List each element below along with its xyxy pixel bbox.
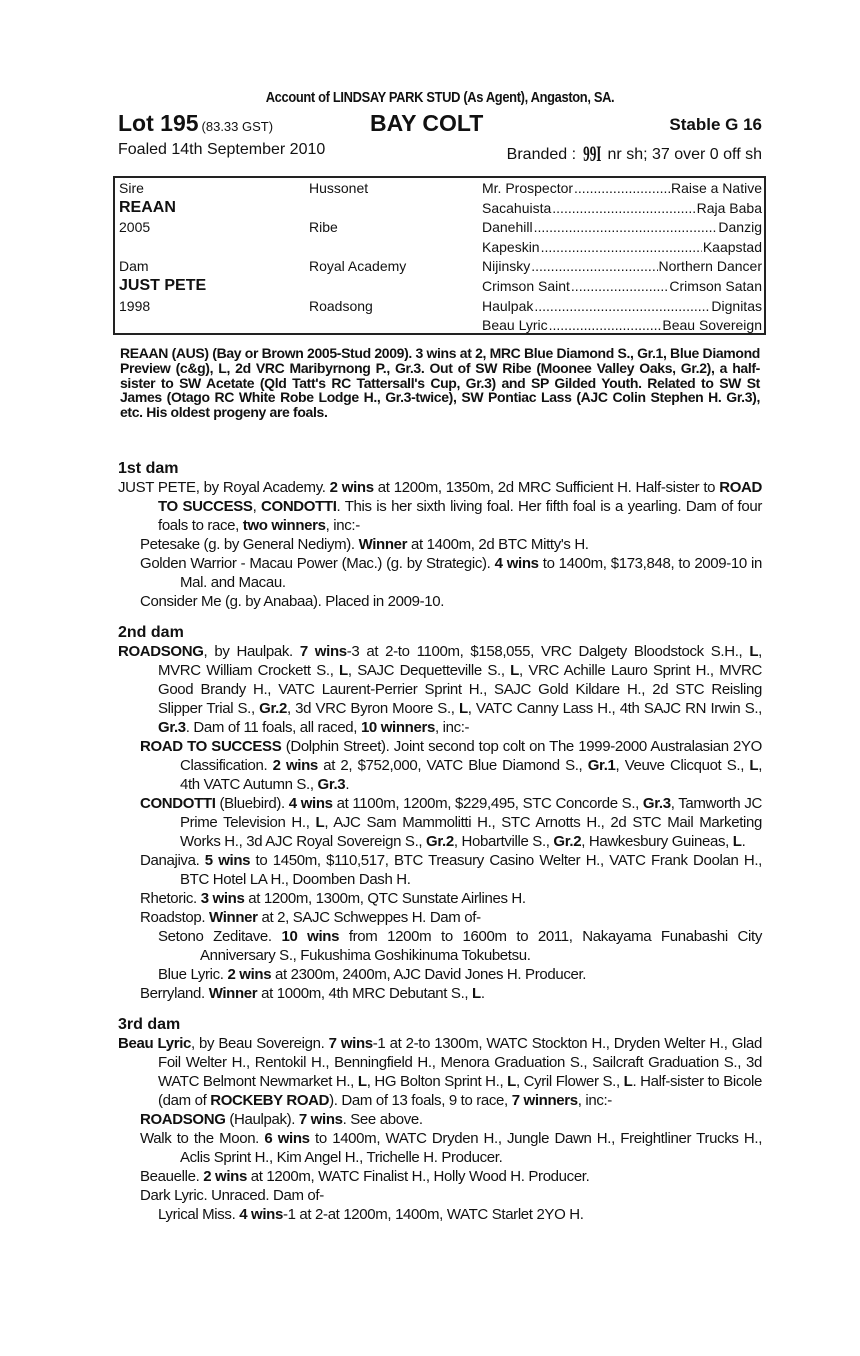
pedigree-grandparents <box>482 217 762 237</box>
pedigree-row <box>115 198 764 218</box>
pedigree-sire-line: Crimson Saint <box>482 278 570 294</box>
bold-text: ROAD TO SUCCESS <box>140 738 282 755</box>
pedigree-entry <box>118 478 762 535</box>
text: Walk to the Moon. <box>140 1130 265 1147</box>
bold-text: 7 wins <box>298 1111 343 1128</box>
bold-text: 10 winners <box>360 719 435 736</box>
brand-details: nr sh; 37 over 0 off sh <box>607 146 762 163</box>
text: . Dam of 11 foals, all raced, <box>185 719 361 736</box>
bold-text: ROCKEBY ROAD <box>210 1092 330 1109</box>
text: Setono Zeditave. <box>158 928 282 945</box>
bold-text: ROADSONG <box>140 1111 226 1128</box>
pedigree-entry <box>140 592 762 611</box>
bold-text: two winners <box>242 517 326 534</box>
text: , Hawkesbury Guineas, <box>581 833 733 850</box>
pedigree-entry <box>140 908 762 927</box>
pedigree-dam-line: Crimson Satan <box>669 278 762 294</box>
text: -1 at 2-at 1200m, 1400m, WATC Starlet 2YO H. <box>282 1206 584 1223</box>
text: to 1400m, $173,848, to 2009-10 in Mal. and Macau. <box>180 555 762 591</box>
bold-text: L <box>339 662 348 679</box>
bold-text: L <box>357 1073 367 1090</box>
text: at 1000m, 4th MRC Debutant S., <box>257 985 473 1002</box>
text: , inc:- <box>325 517 360 534</box>
bold-text: 2 wins <box>227 966 272 983</box>
bold-text: 5 wins <box>204 852 251 869</box>
dot-leader <box>552 198 695 218</box>
bold-text: Gr.2 <box>553 833 582 850</box>
text: , SAJC Dequetteville S., <box>347 662 511 679</box>
pedigree-col1: Sire <box>119 180 144 196</box>
pedigree-dam-line: Raja Baba <box>696 199 762 216</box>
pedigree-dam-line: Raise a Native <box>670 180 762 196</box>
pedigree-sire-line: Danehill <box>482 219 533 236</box>
text: . See above. <box>342 1111 423 1128</box>
foaled-date: Foaled 14th September 2010 <box>118 141 326 158</box>
dot-leader <box>534 217 718 237</box>
text: Petesake (g. by General Nediym). <box>140 536 359 553</box>
bold-text: 7 wins <box>299 643 347 660</box>
dot-leader <box>574 178 670 198</box>
pedigree-row <box>115 315 764 335</box>
text: at 2, $752,000, VATC Blue Diamond S., <box>317 757 588 774</box>
bold-text: 10 wins <box>281 928 340 945</box>
text: , VRC Achille Lauro Sprint H., MVRC Good Brandy H., VATC Laurent-Perrier Sprint H., SAJC Gold Kildare H., 2d STC Reisling Slipper Trial S., <box>158 662 762 717</box>
text: . This is her sixth living foal. Her fifth foal is a yearling. Dam of four foals to race, <box>158 498 762 534</box>
lot-label: Lot 195 <box>118 110 199 136</box>
text: , Hobartville S., <box>453 833 554 850</box>
pedigree-row <box>115 256 764 276</box>
pedigree-entry <box>140 1110 762 1129</box>
bold-text: 6 wins <box>264 1130 310 1147</box>
pedigree-col2: Royal Academy <box>309 258 407 275</box>
vendor-account: Account of LINDSAY PARK STUD (As Agent), Angaston, SA. <box>265 89 615 106</box>
text: Rhetoric. <box>140 890 201 907</box>
pedigree-entry <box>140 737 763 794</box>
stable-location: Stable G 16 <box>669 115 762 134</box>
text: , inc:- <box>577 1092 612 1109</box>
bold-text: ROAD TO SUCCESS <box>158 479 762 515</box>
pedigree-grandparents <box>482 237 762 257</box>
pedigree-dam-line: Danzig <box>718 219 762 236</box>
pedigree-grandparents <box>482 198 762 218</box>
text: Berryland. <box>140 985 209 1002</box>
bold-text: Gr.2 <box>259 700 287 717</box>
text: at 1200m, 1350m, 2d MRC Sufficient H. Half-sister to <box>373 479 720 496</box>
dot-leader <box>534 296 710 316</box>
dot-leader <box>531 256 657 276</box>
pedigree-col2: Hussonet <box>309 180 369 196</box>
pedigree-entry <box>140 1129 763 1167</box>
lot-number <box>118 110 273 137</box>
text: (Haulpak). <box>225 1111 299 1128</box>
bold-text: 2 wins <box>203 1168 247 1185</box>
dot-leader <box>541 237 702 257</box>
pedigree-entry <box>140 851 762 889</box>
bold-text: Gr.2 <box>426 833 454 850</box>
bold-text: L <box>458 700 468 717</box>
bold-text: L <box>749 757 759 774</box>
pedigree-col1: Dam <box>119 258 149 275</box>
pedigree-entry <box>158 1205 762 1224</box>
dam-section <box>118 1016 762 1224</box>
bold-text: ROADSONG <box>118 643 204 660</box>
bold-text: Beau Lyric <box>118 1035 192 1052</box>
pedigree-row <box>115 296 764 316</box>
text: to 1450m, $110,517, BTC Treasury Casino Welter H., VATC Frank Doolan H., BTC Hotel LA H., Doomben Dash H. <box>180 852 762 888</box>
lot-line <box>118 110 762 136</box>
text: , by Beau Sovereign. <box>191 1035 329 1052</box>
bold-text: 2 wins <box>272 757 318 774</box>
text: from 1200m to 1600m to 2011, Nakayama Funabashi City Anniversary S., Fukushima Goshikinuma Tokubetsu. <box>200 928 762 964</box>
pedigree-sire-line: Kapeskin <box>482 238 540 255</box>
pedigree-col1: REAAN <box>119 198 176 216</box>
text: . <box>345 776 350 793</box>
text: at 1200m, 1300m, QTC Sunstate Airlines H. <box>244 890 526 907</box>
text: JUST PETE, by Royal Academy. <box>118 479 330 496</box>
pedigree-dam-line: Kaapstad <box>702 238 762 255</box>
bold-text: Winner <box>209 909 258 926</box>
bold-text: CONDOTTI <box>140 795 216 812</box>
bold-text: 4 wins <box>239 1206 283 1223</box>
pedigree-entry <box>140 535 762 554</box>
text: , <box>252 498 262 515</box>
text: Consider Me (g. by Anabaa). Placed in 2009-10. <box>140 593 445 610</box>
text: . Half-sister to Bicole (dam of <box>158 1073 762 1109</box>
bold-text: 3 wins <box>200 890 245 907</box>
bold-text: L <box>732 833 742 850</box>
pedigree-dam-line: Dignitas <box>711 297 762 314</box>
dam-sections <box>118 460 762 1237</box>
pedigree-row <box>115 217 764 237</box>
text: , by Haulpak. <box>203 643 300 660</box>
pedigree-grandparents <box>482 276 762 296</box>
foaled-line <box>118 139 762 165</box>
text: , MVRC William Crockett S., <box>158 643 762 679</box>
brand-info <box>507 141 762 167</box>
pedigree-grandparents <box>482 178 762 198</box>
text: at 2300m, 2400m, AJC David Jones H. Producer. <box>271 966 587 983</box>
pedigree-entry <box>118 1034 762 1110</box>
sire-summary: REAAN (AUS) (Bay or Brown 2005-Stud 2009). 3 wins at 2, MRC Blue Diamond S., Gr.1, Blue Diamond Preview (c&g), L, 2d VRC Maribyrnong P., Gr.3. Out of SW Ribe (Moonee Valley Oaks, Gr.2), a half-sister to SW Acetate (Qld Tatt's RC Tattersall's Cup, Gr.3) and SP Gilded Youth. Related to SW St James (Otago RC White Robe Lodge H., Gr.3-twice), SW Pontiac Lass (AJC Colin Stephen H. Gr.3), etc. His oldest progeny are foals. <box>120 345 760 421</box>
dot-leader <box>571 276 668 296</box>
text: , Veuve Clicquot S., <box>615 757 750 774</box>
text: ). Dam of 13 foals, 9 to race, <box>329 1092 512 1109</box>
bold-text: 4 wins <box>288 795 333 812</box>
section-heading: 3rd dam <box>118 1016 181 1033</box>
text: , HG Bolton Sprint H., <box>366 1073 508 1090</box>
pedigree-row <box>115 276 764 296</box>
text: . <box>741 833 746 850</box>
pedigree-col2: Ribe <box>309 219 338 236</box>
bold-text: Gr.1 <box>587 757 616 774</box>
dam-section <box>118 624 762 1003</box>
pedigree-entry <box>158 965 762 984</box>
pedigree-entry <box>140 889 762 908</box>
bold-text: Gr.3 <box>642 795 671 812</box>
text: , 4th VATC Autumn S., <box>180 757 763 793</box>
text: -1 at 2-to 1300m, WATC Stockton H., Dryden Welter H., Glad Foil Welter H., Rentokil H., Benningfield H., Menora Graduation S., Sailcraft Graduation S., 3d WATC Belmont Newmarket H., <box>158 1035 762 1090</box>
text: , AJC Sam Mammolitti H., STC Arnotts H., 2d STC Mail Marketing Works H., 3d AJC Royal Sovereign S., <box>180 814 762 850</box>
pedigree-entry <box>140 1186 762 1205</box>
section-heading: 1st dam <box>118 460 179 477</box>
pedigree-dam-line: Beau Sovereign <box>662 317 762 334</box>
pedigree-col1: 2005 <box>119 219 151 236</box>
pedigree-dam-line: Northern Dancer <box>658 258 762 275</box>
text: Blue Lyric. <box>158 966 228 983</box>
pedigree-grandparents <box>482 256 762 276</box>
gst-amount: (83.33 GST) <box>201 119 274 134</box>
pedigree-entry <box>140 794 763 851</box>
pedigree-sire-line: Haulpak <box>482 297 534 314</box>
catalogue-page <box>118 88 763 1223</box>
bold-text: Winner <box>358 536 408 553</box>
text: at 1400m, 2d BTC Mitty's H. <box>407 536 589 553</box>
text: Golden Warrior - Macau Power (Mac.) (g. by Strategic). <box>140 555 495 572</box>
pedigree-grandparents <box>482 315 762 335</box>
bold-text: L <box>623 1073 633 1090</box>
bold-text: L <box>472 985 481 1002</box>
bold-text: L <box>749 643 759 660</box>
text: at 1200m, WATC Finalist H., Holly Wood H. Producer. <box>246 1168 590 1185</box>
pedigree-sire-line: Mr. Prospector <box>482 180 574 196</box>
bold-text: Gr.3 <box>317 776 346 793</box>
bold-text: 4 wins <box>494 555 539 572</box>
pedigree-entry <box>118 642 762 737</box>
pedigree-entry <box>140 554 762 592</box>
bold-text: 7 winners <box>511 1092 578 1109</box>
bold-text: Winner <box>208 985 258 1002</box>
pedigree-col1: JUST PETE <box>119 277 207 294</box>
text: , VATC Canny Lass H., 4th SAJC RN Irwin S., <box>467 700 762 717</box>
text: Beauelle. <box>140 1168 204 1185</box>
bold-text: L <box>510 662 519 679</box>
text: , Tamworth JC Prime Television H., <box>180 795 763 831</box>
bold-text: CONDOTTI <box>261 498 337 515</box>
text: to 1400m, WATC Dryden H., Jungle Dawn H., Freightliner Trucks H., Aclis Sprint H., Kim Angel H., Trichelle H. Producer. <box>180 1130 763 1166</box>
text: (Dolphin Street). Joint second top colt on The 1999-2000 Australasian 2YO Classification. <box>180 738 762 774</box>
pedigree-sire-line: Beau Lyric <box>482 317 548 334</box>
section-heading: 2nd dam <box>118 624 184 641</box>
text: . <box>480 985 485 1002</box>
bold-text: L <box>315 814 325 831</box>
pedigree-grandparents <box>482 296 762 316</box>
pedigree-entry <box>140 984 762 1003</box>
bold-text: Gr.3 <box>158 719 186 736</box>
bold-text: 7 wins <box>328 1035 373 1052</box>
text: (Bluebird). <box>215 795 289 812</box>
text: , 3d VRC Byron Moore S., <box>286 700 459 717</box>
brand-mark: 99I <box>582 141 601 166</box>
pedigree-entry <box>140 1167 762 1186</box>
text: -3 at 2-to 1100m, $158,055, VRC Dalgety Bloodstock S.H., <box>346 643 750 660</box>
pedigree-sire-line: Nijinsky <box>482 258 531 275</box>
text: , Cyril Flower S., <box>515 1073 624 1090</box>
pedigree-entry <box>158 927 762 965</box>
bold-text: L <box>507 1073 516 1090</box>
pedigree-table <box>113 176 766 335</box>
pedigree-col2: Roadsong <box>309 297 373 314</box>
text: Danajiva. <box>140 852 205 869</box>
bold-text: 2 wins <box>329 479 374 496</box>
branded-label: Branded : <box>506 146 577 163</box>
dam-section <box>118 460 762 611</box>
text: at 1100m, 1200m, $229,495, STC Concorde S., <box>332 795 643 812</box>
pedigree-row <box>115 178 764 198</box>
text: Roadstop. <box>140 909 210 926</box>
horse-description: BAY COLT <box>370 110 484 136</box>
text: Lyrical Miss. <box>158 1206 240 1223</box>
pedigree-sire-line: Sacahuista <box>482 199 552 216</box>
text: , inc:- <box>434 719 470 736</box>
text: at 2, SAJC Schweppes H. Dam of- <box>257 909 481 926</box>
pedigree-col1: 1998 <box>119 297 151 314</box>
dot-leader <box>549 315 662 335</box>
pedigree-row <box>115 237 764 257</box>
text: Dark Lyric. Unraced. Dam of- <box>140 1187 324 1204</box>
